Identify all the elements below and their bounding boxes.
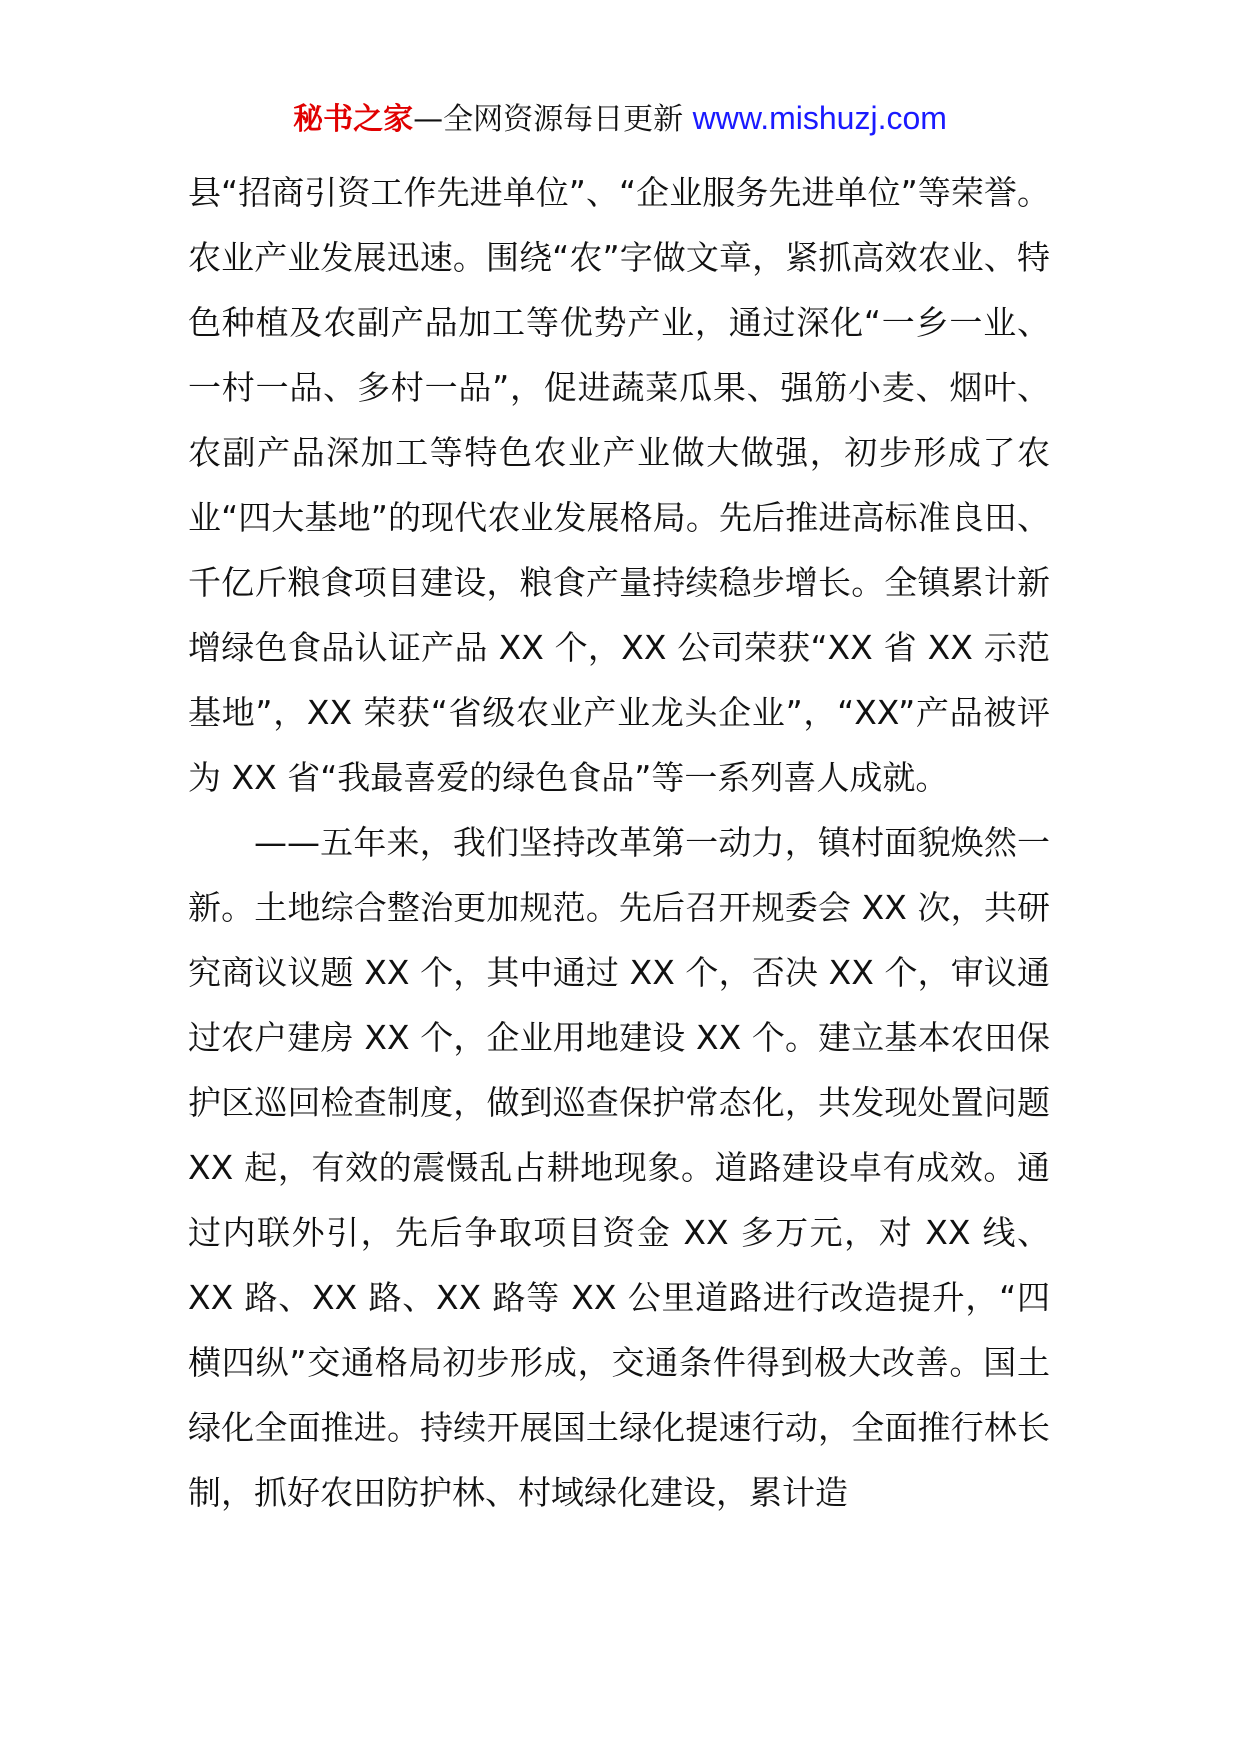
document-body xyxy=(188,160,1050,1525)
body-paragraph-continuation: 县“招商引资工作先进单位”、“企业服务先进单位”等荣誉。农业产业发展迅速。围绕“农”字做文章，紧抓高效农业、特色种植及农副产品加工等优势产业，通过深化“一乡一业、一村一品、多村一品”，促进蔬菜瓜果、强筋小麦、烟叶、农副产品深加工等特色农业产业做大做强，初步形成了农业“四大基地”的现代农业发展格局。先后推进高标准良田、千亿斤粮食项目建设，粮食产量持续稳步增长。全镇累计新增绿色食品认证产品 XX 个，XX 公司荣获“XX 省 XX 示范基地”，XX 荣获“省级农业产业龙头企业”，“XX”产品被评为 XX 省“我最喜爱的绿色食品”等一系列喜人成就。 xyxy=(188,173,1050,797)
body-paragraph-reform: ——五年来，我们坚持改革第一动力，镇村面貌焕然一新。土地综合整治更加规范。先后召开规委会 XX 次，共研究商议议题 XX 个，其中通过 XX 个，否决 XX 个，审议通过农户建房 XX 个，企业用地建设 XX 个。建立基本农田保护区巡回检查制度，做到巡查保护常态化，共发现处置问题 XX 起，有效的震慑乱占耕地现象。道路建设卓有成效。通过内联外引，先后争取项目资金 XX 多万元，对 XX 线、XX 路、XX 路、XX 路等 XX 公里道路进行改造提升，“四横四纵”交通格局初步形成，交通条件得到极大改善。国土绿化全面推进。持续开展国土绿化提速行动，全面推行林长制，抓好农田防护林、村域绿化建设，累计造 xyxy=(188,823,1050,1512)
header-brand: 秘书之家 xyxy=(293,102,414,137)
page-header xyxy=(0,98,1240,140)
header-url-link[interactable]: www.mishuzj.com xyxy=(692,100,947,136)
header-tagline: —全网资源每日更新 xyxy=(413,102,684,137)
